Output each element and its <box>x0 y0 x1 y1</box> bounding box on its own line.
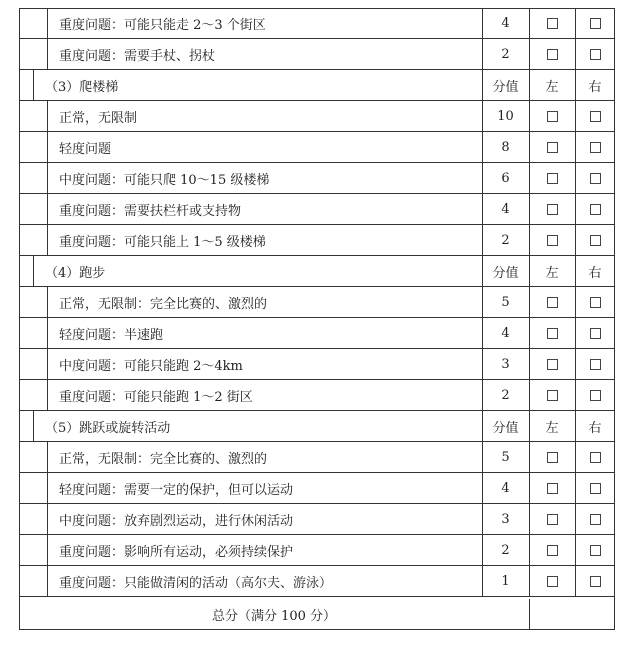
item-description: 正常，无限制 <box>59 110 138 126</box>
right-checkbox[interactable] <box>590 49 601 60</box>
left-checkbox-cell <box>529 349 575 379</box>
right-checkbox[interactable] <box>590 452 601 463</box>
table-row <box>19 194 615 225</box>
column-divider <box>47 132 48 163</box>
score-value: 4 <box>501 480 510 496</box>
item-description: 重度问题：可能只能跑 1～2 街区 <box>59 389 253 405</box>
left-checkbox[interactable] <box>547 142 558 153</box>
item-description: 中度问题：可能只爬 10～15 级楼梯 <box>59 172 270 188</box>
right-checkbox[interactable] <box>590 545 601 556</box>
table-row <box>19 225 615 256</box>
score-value: 3 <box>501 511 510 527</box>
right-checkbox-cell <box>575 380 615 410</box>
column-divider <box>47 194 48 225</box>
column-divider <box>47 473 48 504</box>
score-value: 5 <box>501 449 510 465</box>
table-row <box>19 132 615 163</box>
table-row <box>19 39 615 70</box>
score-value: 10 <box>497 108 514 124</box>
left-checkbox[interactable] <box>547 235 558 246</box>
left-checkbox-cell <box>529 39 575 69</box>
right-checkbox[interactable] <box>590 111 601 122</box>
item-description: 轻度问题 <box>59 141 112 157</box>
column-divider <box>47 380 48 411</box>
right-checkbox-cell <box>575 287 615 317</box>
left-checkbox[interactable] <box>547 297 558 308</box>
table-row <box>19 349 615 380</box>
table-row <box>19 566 615 597</box>
left-checkbox[interactable] <box>547 111 558 122</box>
left-checkbox[interactable] <box>547 390 558 401</box>
column-divider <box>47 442 48 473</box>
column-divider <box>47 8 48 39</box>
score-value: 2 <box>501 46 510 62</box>
column-divider <box>47 318 48 349</box>
left-checkbox[interactable] <box>547 328 558 339</box>
right-checkbox-cell <box>575 318 615 348</box>
column-divider <box>47 535 48 566</box>
section-title: （4）跑步 <box>45 265 106 281</box>
section-header-row <box>19 411 615 442</box>
right-checkbox[interactable] <box>590 18 601 29</box>
total-divider <box>529 599 530 630</box>
item-description: 中度问题：可能只能跑 2～4km <box>59 358 243 374</box>
left-checkbox[interactable] <box>547 452 558 463</box>
right-checkbox[interactable] <box>590 576 601 587</box>
right-checkbox-cell <box>575 504 615 534</box>
left-checkbox-cell <box>529 101 575 131</box>
left-checkbox-cell <box>529 8 575 38</box>
left-checkbox[interactable] <box>547 514 558 525</box>
item-description: 重度问题：可能只能上 1～5 级楼梯 <box>59 234 266 250</box>
score-value: 4 <box>501 201 510 217</box>
item-description: 轻度问题：半速跑 <box>59 327 164 343</box>
total-row <box>19 599 615 630</box>
column-divider <box>47 349 48 380</box>
item-description: 正常，无限制：完全比赛的、激烈的 <box>59 451 268 467</box>
item-description: 重度问题：影响所有运动，必须持续保护 <box>59 544 294 560</box>
table-row <box>19 535 615 566</box>
left-checkbox-cell <box>529 380 575 410</box>
left-checkbox[interactable] <box>547 18 558 29</box>
left-checkbox-cell <box>529 194 575 224</box>
left-checkbox-cell <box>529 287 575 317</box>
left-checkbox-cell <box>529 225 575 255</box>
score-value: 1 <box>501 573 510 589</box>
right-checkbox-cell <box>575 39 615 69</box>
left-checkbox-cell <box>529 473 575 503</box>
right-checkbox[interactable] <box>590 328 601 339</box>
column-divider <box>33 70 34 101</box>
score-value: 3 <box>501 356 510 372</box>
score-value: 2 <box>501 542 510 558</box>
item-description: 重度问题：只能做清闲的活动（高尔夫、游泳） <box>59 575 333 591</box>
section-title: （3）爬楼梯 <box>45 79 119 95</box>
table-row <box>19 8 615 39</box>
table-row <box>19 287 615 318</box>
left-checkbox-cell <box>529 163 575 193</box>
left-checkbox[interactable] <box>547 483 558 494</box>
score-value: 8 <box>501 139 510 155</box>
table-row <box>19 380 615 411</box>
right-checkbox-cell <box>575 566 615 596</box>
left-checkbox[interactable] <box>547 576 558 587</box>
left-checkbox[interactable] <box>547 49 558 60</box>
right-checkbox-cell <box>575 442 615 472</box>
left-header: 左 <box>545 79 559 95</box>
item-description: 轻度问题：需要一定的保护，但可以运动 <box>59 482 294 498</box>
right-checkbox-cell <box>575 163 615 193</box>
item-description: 重度问题：需要手杖、拐杖 <box>59 48 216 64</box>
left-checkbox-cell <box>529 504 575 534</box>
right-checkbox[interactable] <box>590 390 601 401</box>
column-divider <box>33 411 34 442</box>
score-value: 4 <box>501 325 510 341</box>
right-checkbox-cell <box>575 194 615 224</box>
score-value: 2 <box>501 232 510 248</box>
column-divider <box>47 504 48 535</box>
left-header: 左 <box>545 265 559 281</box>
score-value: 5 <box>501 294 510 310</box>
right-checkbox[interactable] <box>590 359 601 370</box>
right-checkbox-cell <box>575 225 615 255</box>
column-divider <box>47 566 48 597</box>
right-checkbox-cell <box>575 349 615 379</box>
column-divider <box>33 256 34 287</box>
right-checkbox-cell <box>575 132 615 162</box>
item-description: 正常，无限制：完全比赛的、激烈的 <box>59 296 268 312</box>
left-header: 左 <box>545 420 559 436</box>
right-header: 右 <box>588 420 602 436</box>
score-value: 2 <box>501 387 510 403</box>
table-row <box>19 473 615 504</box>
right-checkbox-cell <box>575 8 615 38</box>
column-divider <box>47 39 48 70</box>
item-description: 重度问题：可能只能走 2～3 个街区 <box>59 17 266 33</box>
left-checkbox[interactable] <box>547 359 558 370</box>
right-checkbox[interactable] <box>590 235 601 246</box>
section-header-row <box>19 256 615 287</box>
table-row <box>19 442 615 473</box>
table-row <box>19 163 615 194</box>
score-value: 4 <box>501 15 510 31</box>
item-description: 重度问题：需要扶栏杆或支持物 <box>59 203 242 219</box>
right-checkbox-cell <box>575 101 615 131</box>
right-checkbox[interactable] <box>590 173 601 184</box>
score-header: 分值 <box>492 79 519 95</box>
table-row <box>19 318 615 349</box>
score-value: 6 <box>501 170 510 186</box>
right-header: 右 <box>588 79 602 95</box>
left-checkbox-cell <box>529 132 575 162</box>
left-checkbox-cell <box>529 318 575 348</box>
column-divider <box>47 101 48 132</box>
assessment-table <box>19 8 615 630</box>
total-label: 总分（满分 100 分） <box>211 608 337 624</box>
right-checkbox-cell <box>575 473 615 503</box>
score-header: 分值 <box>492 265 519 281</box>
left-checkbox[interactable] <box>547 545 558 556</box>
left-checkbox[interactable] <box>547 173 558 184</box>
right-checkbox-cell <box>575 535 615 565</box>
right-checkbox[interactable] <box>590 297 601 308</box>
table-row <box>19 504 615 535</box>
left-checkbox-cell <box>529 442 575 472</box>
column-divider <box>47 225 48 256</box>
item-description: 中度问题：放弃剧烈运动，进行休闲活动 <box>59 513 294 529</box>
left-checkbox-cell <box>529 566 575 596</box>
column-divider <box>47 287 48 318</box>
section-header-row <box>19 70 615 101</box>
right-checkbox[interactable] <box>590 514 601 525</box>
left-checkbox[interactable] <box>547 204 558 215</box>
right-header: 右 <box>588 265 602 281</box>
right-checkbox[interactable] <box>590 142 601 153</box>
left-checkbox-cell <box>529 535 575 565</box>
right-checkbox[interactable] <box>590 204 601 215</box>
right-checkbox[interactable] <box>590 483 601 494</box>
score-header: 分值 <box>492 420 519 436</box>
section-title: （5）跳跃或旋转活动 <box>45 420 171 436</box>
table-row <box>19 101 615 132</box>
column-divider <box>47 163 48 194</box>
